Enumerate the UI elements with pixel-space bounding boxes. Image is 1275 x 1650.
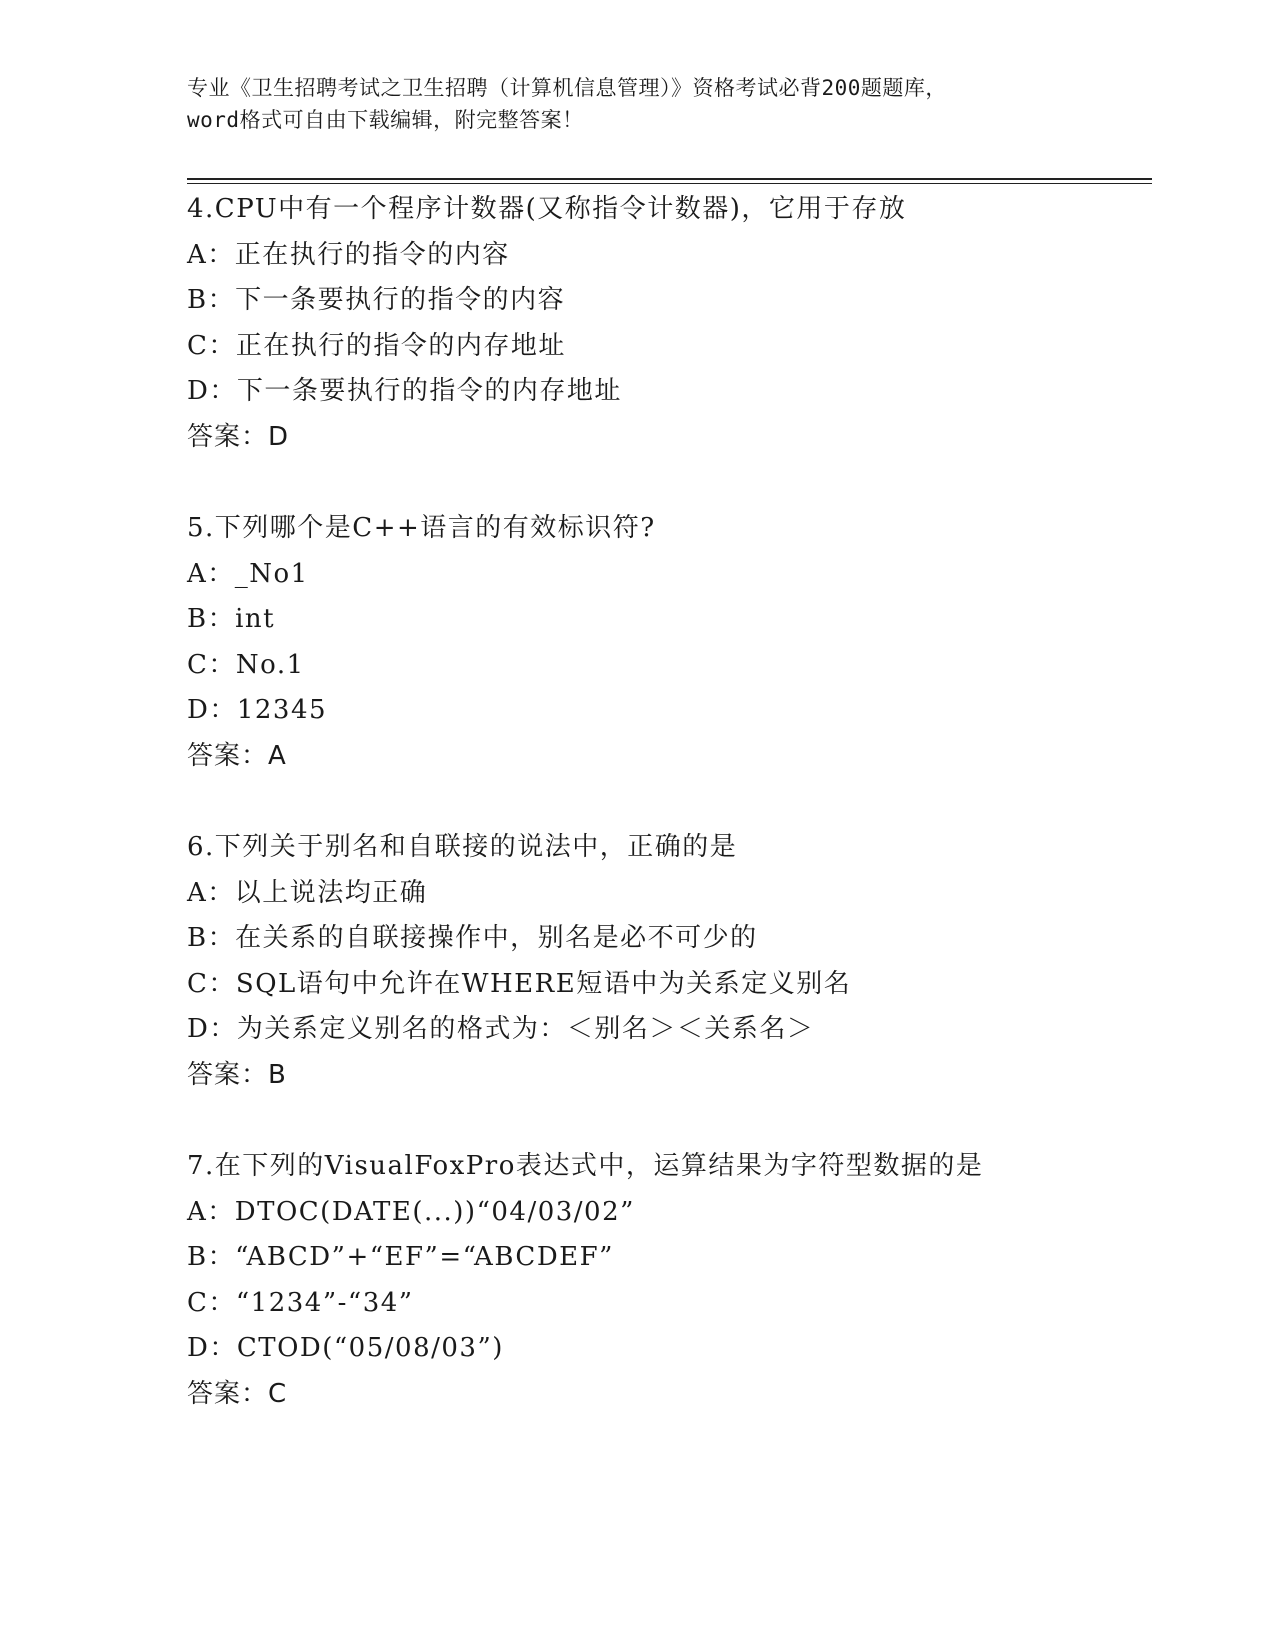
question-5: [187, 506, 1187, 780]
option-a: A：_No1: [187, 558, 309, 589]
option-b: B：在关系的自联接操作中，别名是必不可少的: [187, 923, 758, 954]
option-d: D：CTOD(“05/08/03”): [187, 1333, 504, 1364]
option-a: A：以上说法均正确: [187, 877, 428, 908]
document-header: [187, 72, 1087, 136]
answer: 答案：D: [187, 421, 290, 452]
option-a: A：正在执行的指令的内容: [187, 239, 510, 270]
option-b: B：int: [187, 604, 276, 635]
question-stem: 6.下列关于别名和自联接的说法中，正确的是: [187, 832, 738, 862]
option-d: D：下一条要执行的指令的内存地址: [187, 376, 622, 407]
option-c: C：“1234”-“34”: [187, 1287, 414, 1318]
question-stem: 5.下列哪个是C++语言的有效标识符?: [187, 513, 656, 543]
option-b: B：“ABCD”+“EF”=“ABCDEF”: [187, 1242, 614, 1273]
question-7: [187, 1144, 1187, 1418]
question-stem: 7.在下列的VisualFoxPro表达式中，运算结果为字符型数据的是: [187, 1151, 984, 1181]
option-c: C：No.1: [187, 649, 305, 680]
option-c: C：SQL语句中允许在WHERE短语中为关系定义别名: [187, 968, 852, 999]
header-line-2: word格式可自由下载编辑，附完整答案！: [187, 108, 584, 132]
option-c: C：正在执行的指令的内存地址: [187, 330, 566, 361]
header-divider-thick: [187, 178, 1152, 180]
question-stem: 4.CPU中有一个程序计数器(又称指令计数器)，它用于存放: [187, 194, 907, 224]
option-b: B：下一条要执行的指令的内容: [187, 285, 566, 316]
header-line-1: 专业《卫生招聘考试之卫生招聘（计算机信息管理）》资格考试必背200题题库，: [187, 76, 947, 100]
answer: 答案：A: [187, 740, 287, 771]
option-a: A：DTOC(DATE(...))“04/03/02”: [187, 1196, 635, 1227]
option-d: D：12345: [187, 695, 328, 726]
answer: 答案：C: [187, 1378, 288, 1409]
question-4: [187, 187, 1187, 461]
question-6: [187, 825, 1187, 1099]
answer: 答案：B: [187, 1059, 287, 1090]
option-d: D：为关系定义别名的格式为：＜别名＞＜关系名＞: [187, 1014, 815, 1045]
header-divider-thin: [187, 183, 1152, 184]
